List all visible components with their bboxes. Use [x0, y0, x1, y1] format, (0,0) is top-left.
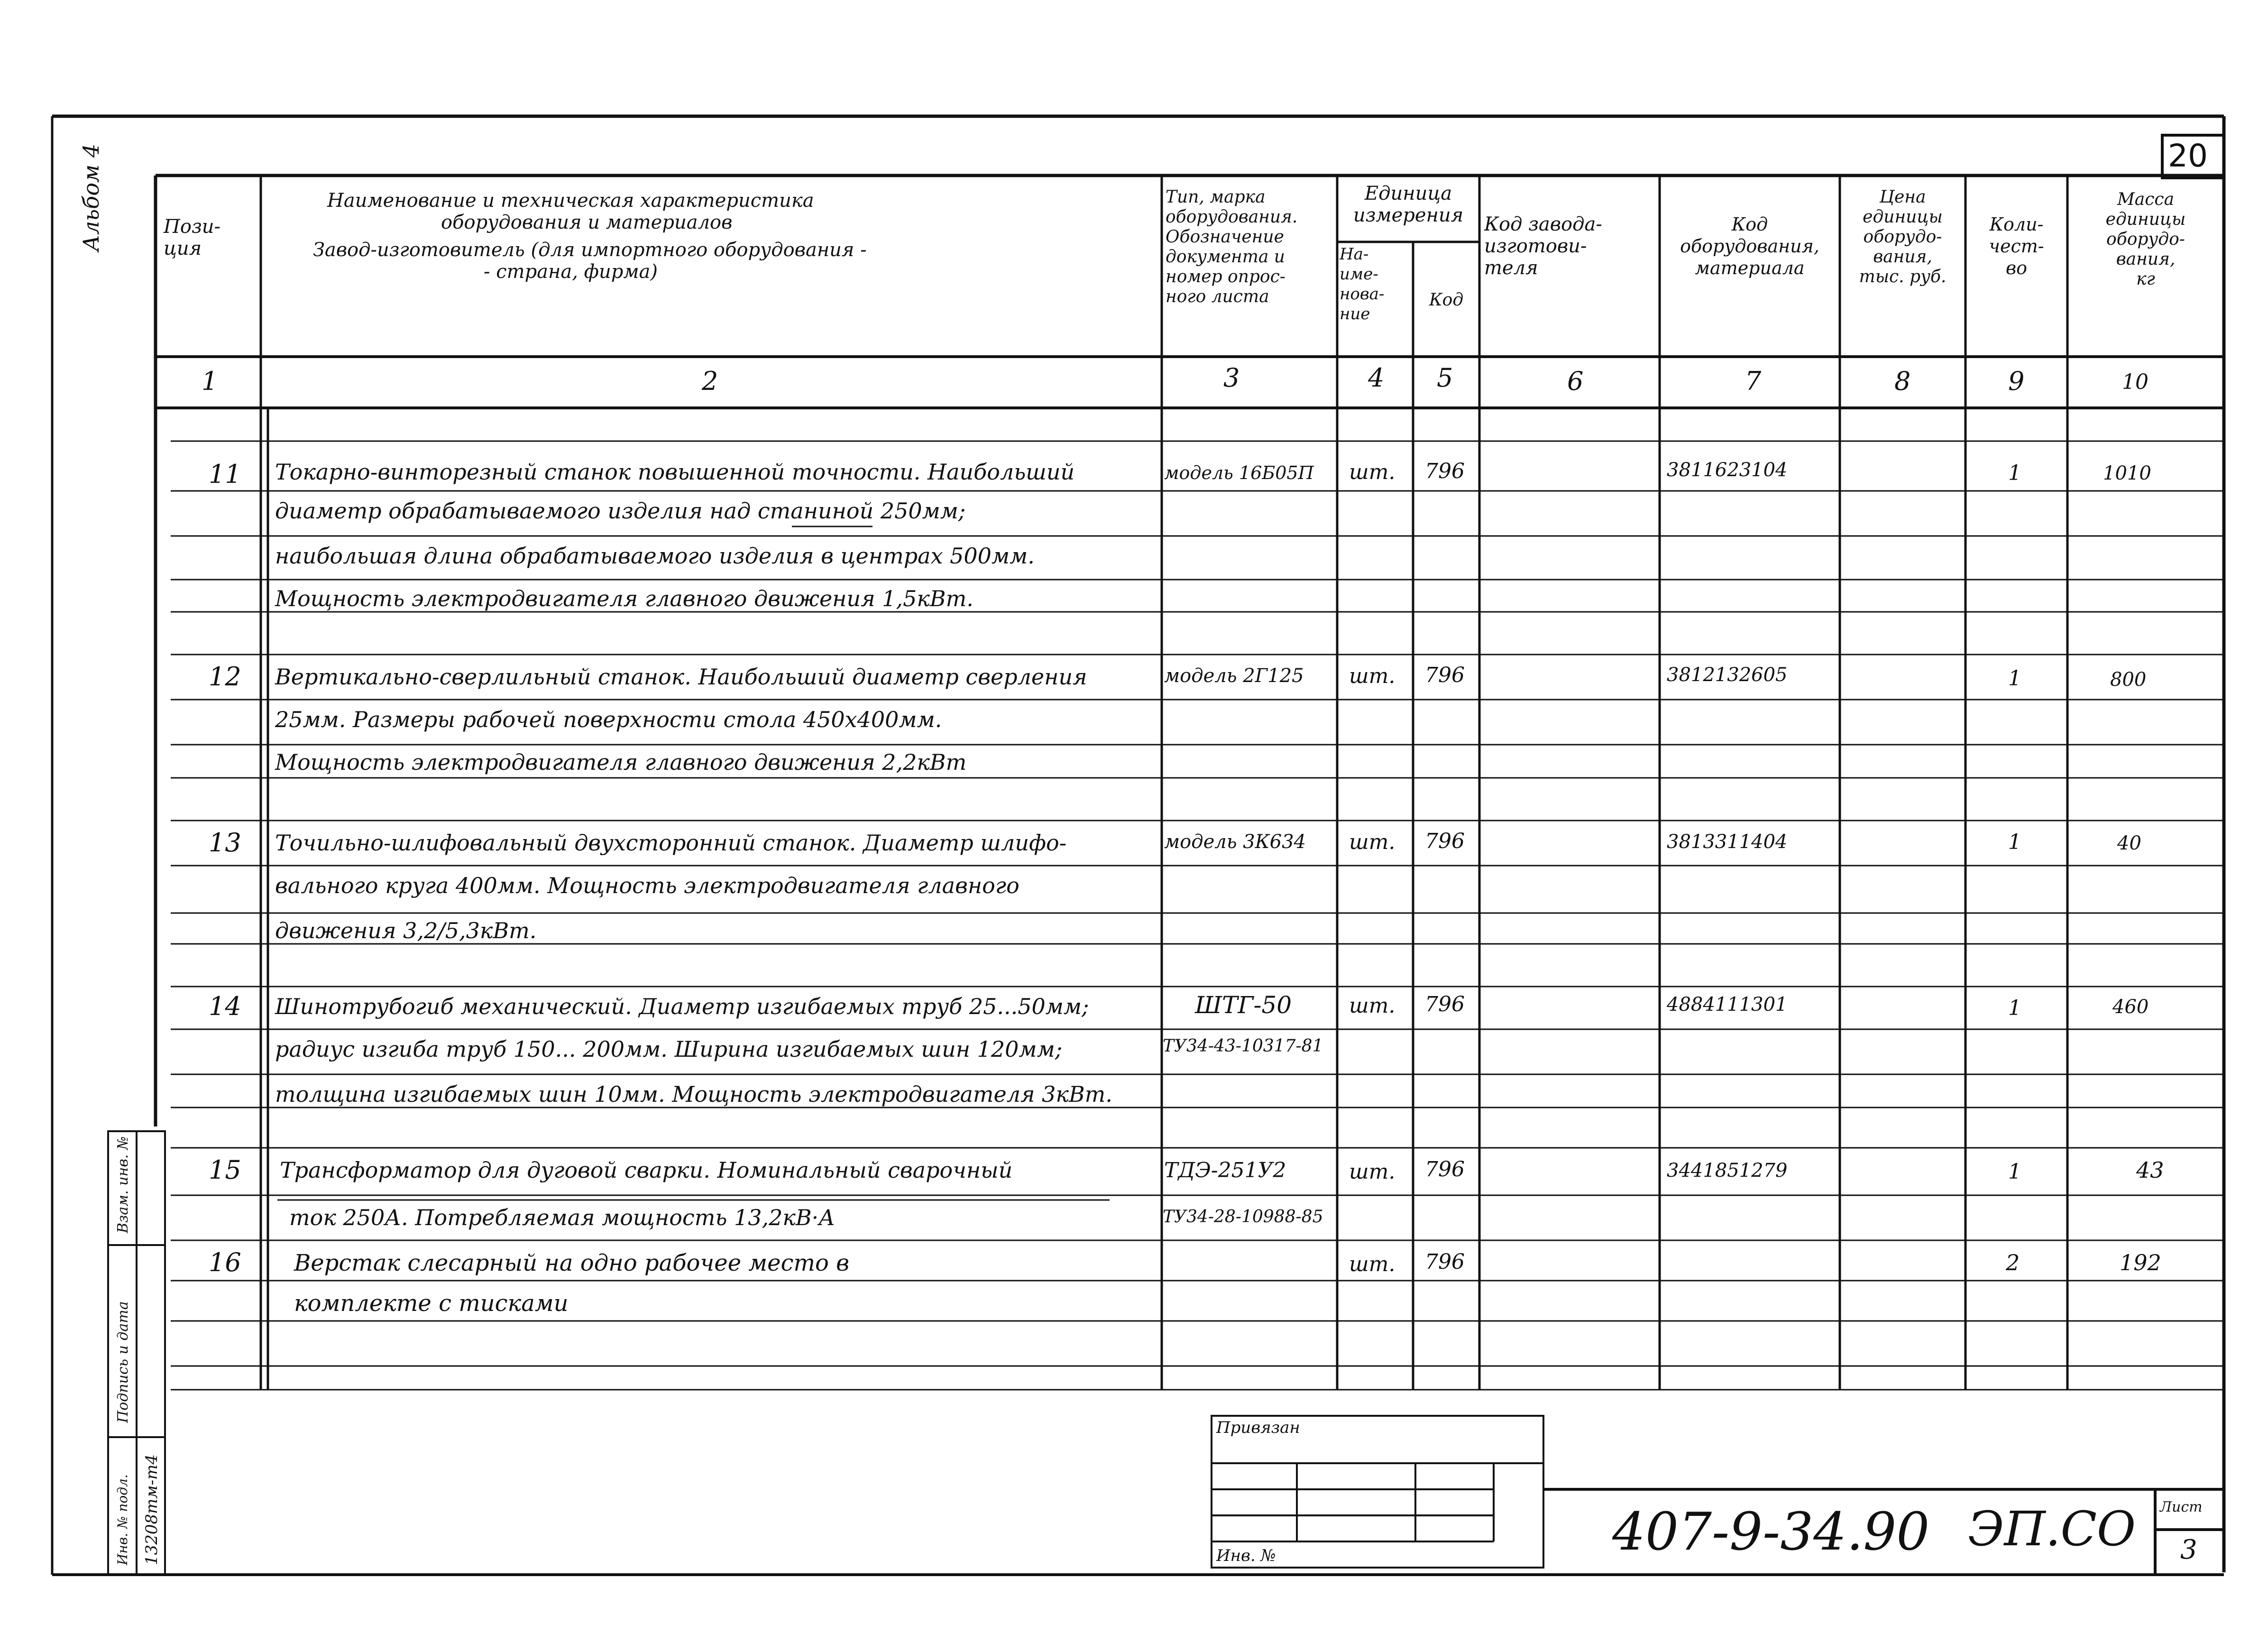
header-name-line3: Завод-изготовитель (для импортного оборудования - — [313, 239, 867, 261]
item-14-code: 796 — [1425, 992, 1465, 1016]
item-12-desc-1: Вертикально-сверлильный станок. Наибольший диаметр сверления — [275, 664, 1087, 690]
item-11-desc-3: наибольшая длина обрабатываемого изделия в центрах 500мм. — [275, 543, 1035, 569]
item-15-equipment-code: 3441851279 — [1667, 1160, 1788, 1181]
item-14-desc-2: радиус изгиба труб 150... 200мм. Ширина изгибаемых шин 120мм; — [275, 1036, 1063, 1062]
header-mass: Масса единицы оборудо- вания, кг — [2105, 190, 2186, 289]
col-num-7: 7 — [1745, 366, 1762, 396]
item-12-qty: 1 — [2008, 666, 2021, 691]
col-num-3: 3 — [1223, 363, 1240, 393]
header-price: Цена единицы оборудо- вания, тыс. руб. — [1859, 187, 1947, 286]
col-num-5: 5 — [1437, 363, 1453, 393]
page-number: 20 — [2168, 138, 2208, 174]
item-13-type: модель 3К634 — [1164, 831, 1306, 853]
item-16-unit: шт. — [1349, 1252, 1396, 1276]
item-14-type-1: ШТГ-50 — [1195, 991, 1292, 1019]
col-num-4: 4 — [1368, 363, 1385, 393]
item-11-mass: 1010 — [2103, 462, 2151, 484]
item-11-desc-4: Мощность электродвигателя главного движения 1,5кВт. — [275, 586, 973, 611]
album-label: Альбом 4 — [78, 144, 104, 251]
item-12-desc-2: 25мм. Размеры рабочей поверхности стола 450х400мм. — [275, 707, 942, 732]
header-name — [285, 190, 1138, 283]
item-15-mass: 43 — [2136, 1157, 2164, 1183]
item-13-qty: 1 — [2008, 830, 2021, 854]
item-14-type-2: ТУ34-43-10317-81 — [1163, 1036, 1323, 1056]
item-14-pos: 14 — [209, 991, 241, 1021]
item-15-pos: 15 — [209, 1155, 241, 1185]
inv-number-label: Инв. № — [1216, 1546, 1276, 1565]
sheet-number: 3 — [2180, 1534, 2197, 1565]
item-16-desc-1: Верстак слесарный на одно рабочее место в — [294, 1250, 850, 1276]
item-12-unit: шт. — [1349, 664, 1396, 688]
item-15-desc-2: ток 250А. Потребляемая мощность 13,2кВ·А — [289, 1205, 836, 1230]
item-16-mass: 192 — [2120, 1250, 2161, 1275]
header-equipment-code: Код оборудования, материала — [1680, 214, 1819, 278]
item-14-equipment-code: 4884111301 — [1667, 994, 1788, 1015]
item-11-equipment-code: 3811623104 — [1667, 459, 1788, 481]
col-num-10: 10 — [2122, 370, 2149, 394]
header-unit: Единица измерения — [1353, 183, 1464, 226]
col-num-8: 8 — [1894, 366, 1911, 396]
item-13-desc-3: движения 3,2/5,3кВт. — [275, 918, 537, 943]
header-name-line2: оборудования и материалов — [441, 212, 733, 233]
header-quantity: Коли- чест- во — [1989, 214, 2044, 278]
header-name-line4: - страна, фирма) — [484, 261, 658, 283]
col-num-6: 6 — [1567, 366, 1584, 396]
item-11-code: 796 — [1425, 459, 1465, 483]
item-12-code: 796 — [1425, 663, 1465, 687]
privyazan-label: Привязан — [1216, 1418, 1300, 1437]
item-14-mass: 460 — [2112, 996, 2149, 1018]
item-15-type-2: ТУ34-28-10988-85 — [1163, 1207, 1323, 1227]
item-11-qty: 1 — [2008, 461, 2021, 485]
item-13-desc-2: вального круга 400мм. Мощность электродвигателя главного — [275, 873, 1019, 898]
item-14-desc-3: толщина изгибаемых шин 10мм. Мощность электродвигателя 3кВт. — [275, 1081, 1112, 1107]
item-14-qty: 1 — [2008, 996, 2021, 1020]
item-15-desc-1: Трансформатор для дуговой сварки. Номинальный сварочный — [280, 1157, 1013, 1183]
document-mark: ЭП.СО — [1968, 1501, 2136, 1557]
item-16-pos: 16 — [209, 1247, 241, 1277]
item-12-equipment-code: 3812132605 — [1667, 664, 1788, 686]
item-13-pos: 13 — [209, 828, 241, 858]
item-13-code: 796 — [1425, 829, 1465, 853]
stamp-signature-date: Подпись и дата — [115, 1301, 131, 1423]
item-12-mass: 800 — [2110, 669, 2147, 691]
item-14-unit: шт. — [1349, 994, 1396, 1018]
item-13-equipment-code: 3813311404 — [1667, 831, 1788, 853]
item-15-qty: 1 — [2008, 1160, 2021, 1184]
col-num-1: 1 — [202, 366, 218, 396]
item-11-desc-1: Токарно-винторезный станок повышенной точности. Наибольший — [275, 459, 1075, 485]
item-11-unit: шт. — [1349, 460, 1396, 484]
item-15-code: 796 — [1425, 1157, 1465, 1181]
item-12-desc-3: Мощность электродвигателя главного движения 2,2кВт — [275, 749, 967, 775]
item-16-qty: 2 — [2006, 1250, 2020, 1275]
item-12-pos: 12 — [209, 662, 241, 692]
document-code: 407-9-34.90 — [1612, 1501, 1930, 1562]
item-15-type-1: ТДЭ-251У2 — [1164, 1158, 1286, 1182]
item-11-type: модель 16Б05П — [1164, 462, 1314, 483]
item-13-unit: шт. — [1349, 830, 1396, 854]
item-11-pos: 11 — [209, 459, 241, 489]
item-16-code: 796 — [1425, 1250, 1465, 1274]
item-11-desc-2: диаметр обрабатываемого изделия над станиной 250мм; — [275, 498, 966, 524]
stamp-inv-orig: Инв. № подл. — [115, 1474, 130, 1565]
col-num-2: 2 — [702, 366, 718, 396]
item-12-type: модель 2Г125 — [1164, 665, 1304, 687]
header-factory-code: Код завода- изготови- теля — [1484, 213, 1602, 279]
header-position: Пози- ция — [164, 216, 221, 259]
item-15-unit: шт. — [1349, 1160, 1396, 1184]
col-num-9: 9 — [2008, 366, 2025, 396]
item-13-desc-1: Точильно-шлифовальный двухсторонний станок. Диаметр шлифо- — [275, 830, 1067, 856]
sheet-label: Лист — [2160, 1499, 2203, 1515]
header-unit-name: На- име- нова- ние — [1340, 245, 1385, 323]
header-name-line1: Наименование и техническая характеристика — [327, 190, 814, 212]
item-13-mass: 40 — [2117, 832, 2141, 854]
header-type: Тип, марка оборудования. Обозначение документа и номер опрос- ного листа — [1166, 187, 1298, 306]
item-14-desc-1: Шинотрубогиб механический. Диаметр изгибаемых труб 25...50мм; — [275, 994, 1089, 1019]
stamp-replace-inv: Взам. инв. № — [115, 1136, 131, 1233]
stamp-inv-orig-value: 13208тм-т4 — [142, 1454, 161, 1565]
header-unit-code: Код — [1429, 290, 1464, 310]
item-16-desc-2: комплекте с тисками — [294, 1290, 569, 1317]
